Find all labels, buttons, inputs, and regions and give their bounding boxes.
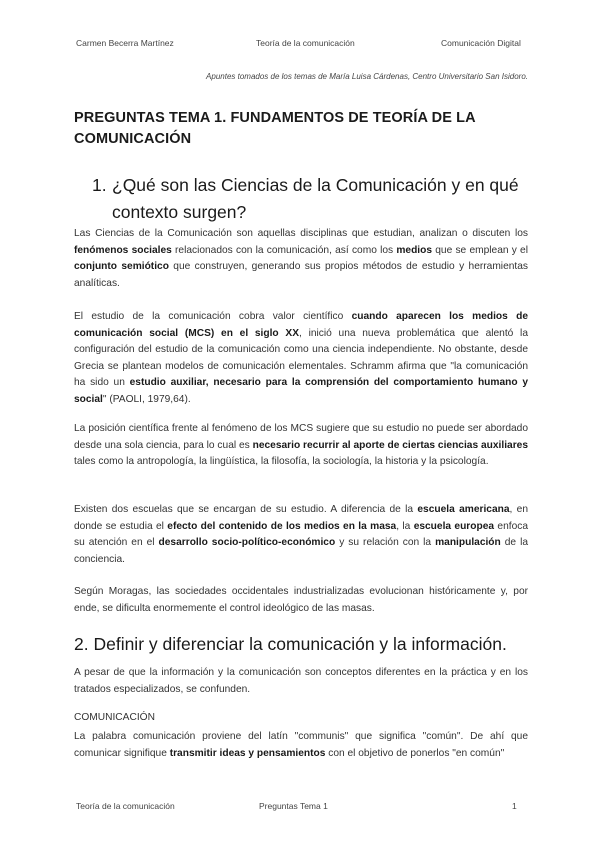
bold-run: cuando aparecen los medios de comunicación social (MCS) en el siglo XX bbox=[74, 311, 528, 339]
bold-run: necesario recurrir al aporte de ciertas ciencias auxiliares bbox=[252, 439, 529, 451]
section-1-paragraph-1 bbox=[74, 226, 528, 292]
section-2-label: COMUNICACIÓN bbox=[74, 712, 155, 723]
section-1-paragraph-4 bbox=[74, 502, 528, 568]
bold-run: fenómenos sociales bbox=[74, 244, 172, 256]
footer-section: Preguntas Tema 1 bbox=[259, 801, 328, 811]
bold-run: escuela americana bbox=[417, 504, 510, 515]
section-1-number: 1. bbox=[92, 175, 107, 195]
bold-run: conjunto semiótico bbox=[74, 261, 169, 272]
text-run: Existen dos escuelas que se encargan de su estudio. A diferencia de la bbox=[74, 504, 418, 515]
text-run: , la bbox=[396, 520, 414, 532]
text-run: Las Ciencias de la Comunicación son aquellas disciplinas que estudian, analizan o discuten los bbox=[74, 228, 528, 239]
footer-page-number: 1 bbox=[512, 801, 517, 811]
section-1-heading-line1: ¿Qué son las Ciencias de la Comunicación y en qué bbox=[112, 175, 519, 195]
text-run: de la conciencia. bbox=[74, 537, 529, 565]
bold-run: medios bbox=[396, 244, 433, 256]
footer-subject: Teoría de la comunicación bbox=[76, 801, 175, 811]
bold-run: manipulación bbox=[435, 537, 501, 548]
section-2-heading: 2. Definir y diferenciar la comunicación y la información. bbox=[74, 634, 507, 654]
text-run: y su relación con la bbox=[335, 537, 436, 548]
bold-run: estudio auxiliar, necesario para la comprensión del comportamiento humano y social bbox=[74, 377, 528, 405]
text-run: enfoca su atención en el bbox=[74, 520, 529, 548]
section-1-paragraph-3 bbox=[74, 421, 528, 471]
bold-run: transmitir ideas y pensamientos bbox=[169, 747, 326, 759]
bold-run: efecto del contenido de los medios en la masa bbox=[167, 520, 397, 532]
text-run: con el objetivo de ponerlos "en común" bbox=[325, 747, 505, 759]
document-subtitle: Apuntes tomados de los temas de María Luisa Cárdenas, Centro Universitario San Isidoro. bbox=[206, 72, 528, 81]
text-run: " (PAOLI, 1979,64). bbox=[102, 393, 191, 405]
document-title: PREGUNTAS TEMA 1. FUNDAMENTOS DE TEORÍA DE LA COMUNICACIÓN bbox=[74, 110, 476, 147]
text-run: , en donde se estudia el bbox=[74, 504, 529, 532]
section-2-paragraph-2 bbox=[74, 729, 528, 762]
text-run: , inició una nueva problemática que alentó la configuración del estudio de la comunicación como una ciencia independiente. No obstante, desde Grecia se plantean modelos de comunicación elementales. Schramm afirma que "la comunicación ha sido un bbox=[74, 327, 528, 388]
section-1-paragraph-5: Según Moragas, las sociedades occidentales industrializadas evolucionan históricamente y, por ende, se dificulta enormemente el control ideológico de las masas. bbox=[74, 586, 528, 614]
header-subject: Teoría de la comunicación bbox=[256, 38, 355, 48]
text-run: La palabra comunicación proviene del latín "communis" que significa "común". De ahí que comunicar signifique bbox=[74, 731, 528, 759]
header-course: Comunicación Digital bbox=[441, 38, 521, 48]
text-run: tales como la antropología, la lingüística, la filosofía, la sociología, la historia y la psicología. bbox=[74, 456, 489, 467]
text-run: relacionados con la comunicación, así como los bbox=[171, 244, 397, 256]
text-run: que se emplean y el bbox=[432, 244, 528, 256]
section-1-paragraph-2 bbox=[74, 309, 528, 408]
section-1-heading bbox=[92, 172, 532, 226]
bold-run: escuela europea bbox=[413, 520, 495, 532]
bold-run: desarrollo socio-político-económico bbox=[158, 537, 336, 548]
section-1-heading-line2: contexto surgen? bbox=[112, 202, 247, 222]
text-run: El estudio de la comunicación cobra valor científico bbox=[74, 311, 352, 322]
text-run: La posición científica frente al fenómeno de los MCS sugiere que su estudio no puede ser abordado desde una sola ciencia, para lo cual es bbox=[74, 423, 528, 451]
section-2-paragraph-1: A pesar de que la información y la comunicación son conceptos diferentes en la práctica y en los tratados especializados, se confunden. bbox=[74, 667, 528, 695]
text-run: que construyen, generando sus propios métodos de estudio y herramientas analíticas. bbox=[74, 261, 528, 289]
header-author: Carmen Becerra Martínez bbox=[76, 38, 174, 48]
